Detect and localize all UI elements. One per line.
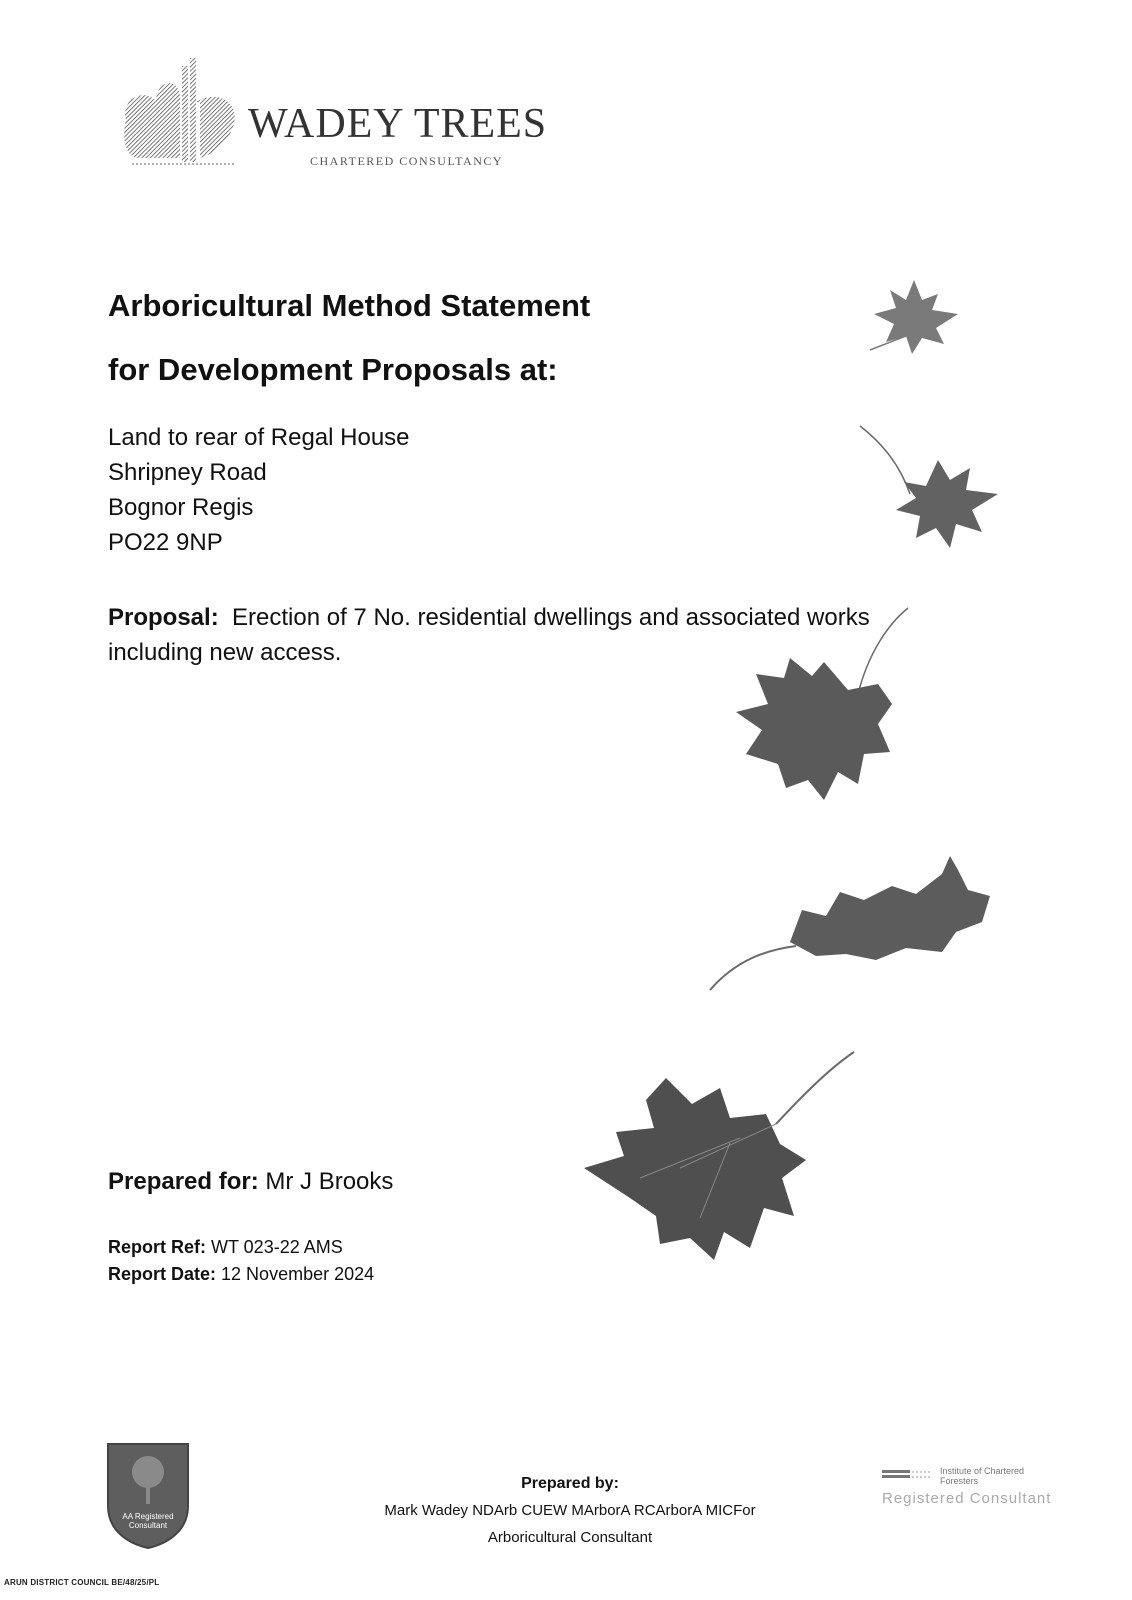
icf-logo	[882, 1466, 1052, 1516]
maple-leaf-icon	[866, 278, 966, 358]
prepared-for	[108, 1168, 393, 1196]
prepared-by	[350, 1470, 790, 1551]
preparer-name: Mark Wadey NDArb CUEW MArborA RCArborA MICFor	[384, 1502, 756, 1519]
maple-leaf-icon	[858, 420, 1008, 550]
maple-leaf-icon	[580, 1048, 860, 1262]
report-date-value: 12 November 2024	[221, 1264, 375, 1284]
prepared-for-value: Mr J Brooks	[265, 1168, 394, 1195]
report-ref-value: WT 023-22 AMS	[211, 1237, 343, 1257]
council-stamp: ARUN DISTRICT COUNCIL BE/48/25/PL	[4, 1578, 160, 1587]
proposal-label: Proposal:	[108, 604, 219, 631]
report-refs	[108, 1234, 374, 1288]
icf-name: Institute of Chartered Foresters	[940, 1466, 1025, 1486]
icf-logo-icon	[882, 1468, 934, 1484]
company-logo	[118, 58, 598, 176]
address-line: Land to rear of Regal House	[108, 424, 410, 451]
preparer-role: Arboricultural Consultant	[487, 1529, 653, 1546]
report-title-line2: for Development Proposals at:	[108, 352, 558, 387]
prepared-for-label: Prepared for:	[108, 1168, 259, 1195]
maple-leaf-icon	[706, 850, 996, 1000]
maple-leaf-icon	[728, 604, 928, 804]
tree-logo-icon	[118, 58, 248, 176]
address-line: Shripney Road	[108, 459, 267, 486]
address-line: PO22 9NP	[108, 529, 223, 556]
report-ref-label: Report Ref:	[108, 1237, 206, 1257]
icf-registered: Registered Consultant	[882, 1490, 1052, 1507]
brand-name: WADEY TREES	[248, 101, 548, 147]
report-date-label: Report Date:	[108, 1264, 217, 1284]
address-line: Bognor Regis	[108, 494, 254, 521]
brand-tagline: CHARTERED CONSULTANCY	[310, 154, 504, 168]
shield-badge-icon	[106, 1442, 190, 1550]
report-title-line1: Arboricultural Method Statement	[108, 288, 591, 323]
site-address	[108, 420, 410, 560]
aa-badge-text: AA Registered Consultant	[122, 1512, 174, 1530]
proposal-text: Erection of 7 No. residential dwellings and associated works including new access.	[108, 604, 870, 666]
aa-registered-badge	[106, 1442, 190, 1550]
prepared-by-label: Prepared by:	[521, 1475, 619, 1492]
